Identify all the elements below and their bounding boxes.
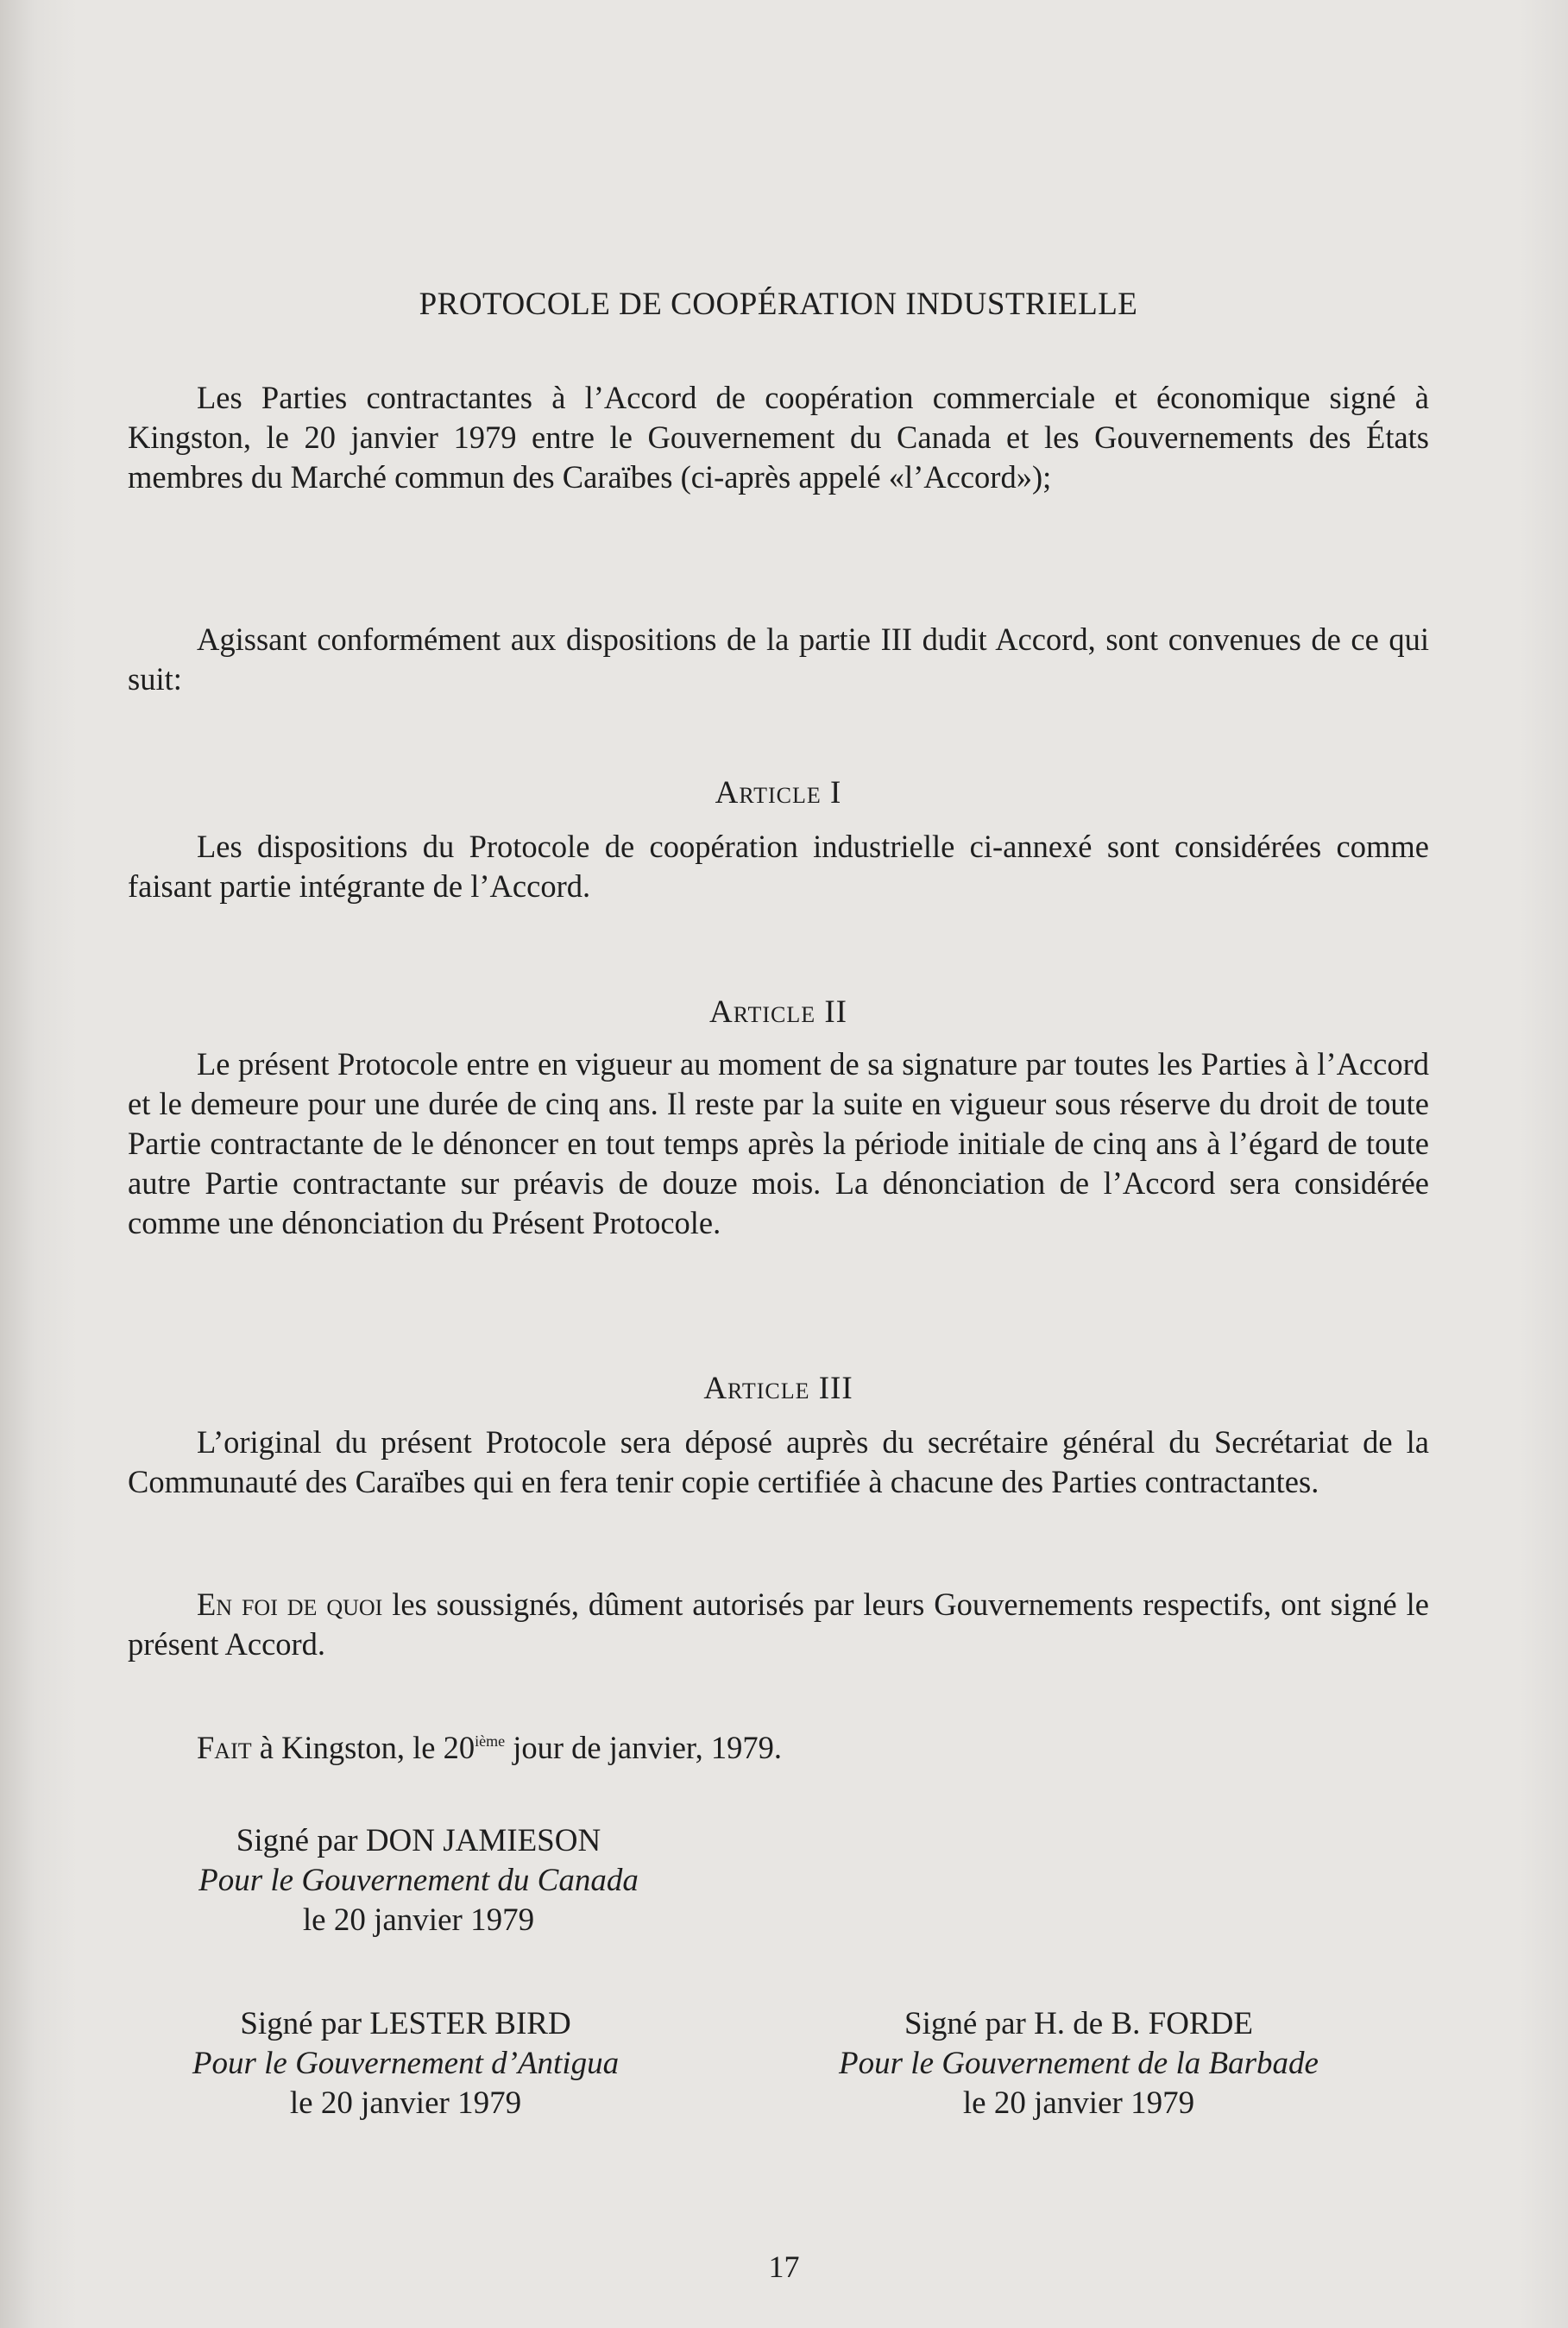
done-at-lead: Fait xyxy=(197,1730,252,1765)
done-at-clause xyxy=(128,1721,1429,1768)
show-through-text xyxy=(863,190,871,228)
signature-date: le 20 janvier 1979 xyxy=(289,2085,522,2121)
signature-name: Signé par DON JAMIESON xyxy=(236,1823,601,1858)
page-number: 17 xyxy=(768,2249,800,2284)
article-2-text: Le présent Protocole entre en vigueur au moment de sa signature par toutes les Parties à l’Accord et le demeure pour une durée de cinq ans. Il reste par la suite en vigueur sous réserve du droit de toute Partie contractante de le dénoncer en tout temps après la période initiale de cinq ans à l’égard de toute autre Partie contractante sur préavis de douze mois. La dénonciation de l’Accord sera considérée comme une dénonciation du Présent Protocole. xyxy=(128,1046,1429,1240)
done-at-superscript: ième xyxy=(475,1732,506,1750)
signature-role: Pour le Gouvernement de la Barbade xyxy=(839,2046,1319,2081)
signature-antigua xyxy=(147,2004,664,2123)
done-at-text: à Kingston, le 20 xyxy=(251,1730,475,1765)
signature-canada xyxy=(147,1821,690,1940)
article-3-heading: Article III xyxy=(703,1371,853,1406)
signature-barbade xyxy=(777,2004,1381,2123)
article-1-text: Les dispositions du Protocole de coopération industrielle ci-annexé sont considérées comme faisant partie intégrante de l’Accord. xyxy=(128,829,1429,904)
signature-date: le 20 janvier 1979 xyxy=(962,2085,1195,2121)
preamble-paragraph-1: Les Parties contractantes à l’Accord de coopération commerciale et économique signé à Kingston, le 20 janvier 1979 entre le Gouvernement du Canada et les Gouvernements des États membres du Marché commun des Caraïbes (ci-après appelé «l’Accord»); xyxy=(128,380,1429,495)
witness-text: les soussignés, dûment autorisés par leurs Gouvernements respectifs, ont signé le présent Accord. xyxy=(128,1587,1429,1662)
signature-role: Pour le Gouvernement du Canada xyxy=(198,1863,639,1898)
signature-name: Signé par LESTER BIRD xyxy=(240,2006,571,2041)
preamble-paragraph-2: Agissant conformément aux dispositions de la partie III dudit Accord, sont convenues de ce qui suit: xyxy=(128,621,1429,697)
signature-name: Signé par H. de B. FORDE xyxy=(904,2006,1253,2041)
article-1-heading: Article I xyxy=(715,775,842,811)
witness-lead: En foi de quoi xyxy=(197,1587,383,1622)
signature-role: Pour le Gouvernement d’Antigua xyxy=(192,2046,620,2081)
signature-date: le 20 janvier 1979 xyxy=(302,1902,535,1938)
document-title: PROTOCOLE DE COOPÉRATION INDUSTRIELLE xyxy=(419,287,1138,322)
article-2-heading: Article II xyxy=(708,994,848,1030)
witness-clause xyxy=(128,1585,1429,1664)
article-3-text: L’original du présent Protocole sera déposé auprès du secrétaire général du Secrétariat de la Communauté des Caraïbes qui en fera tenir copie certifiée à chacune des Parties contractantes. xyxy=(128,1424,1429,1499)
done-at-text-end: jour de janvier, 1979. xyxy=(505,1730,782,1765)
